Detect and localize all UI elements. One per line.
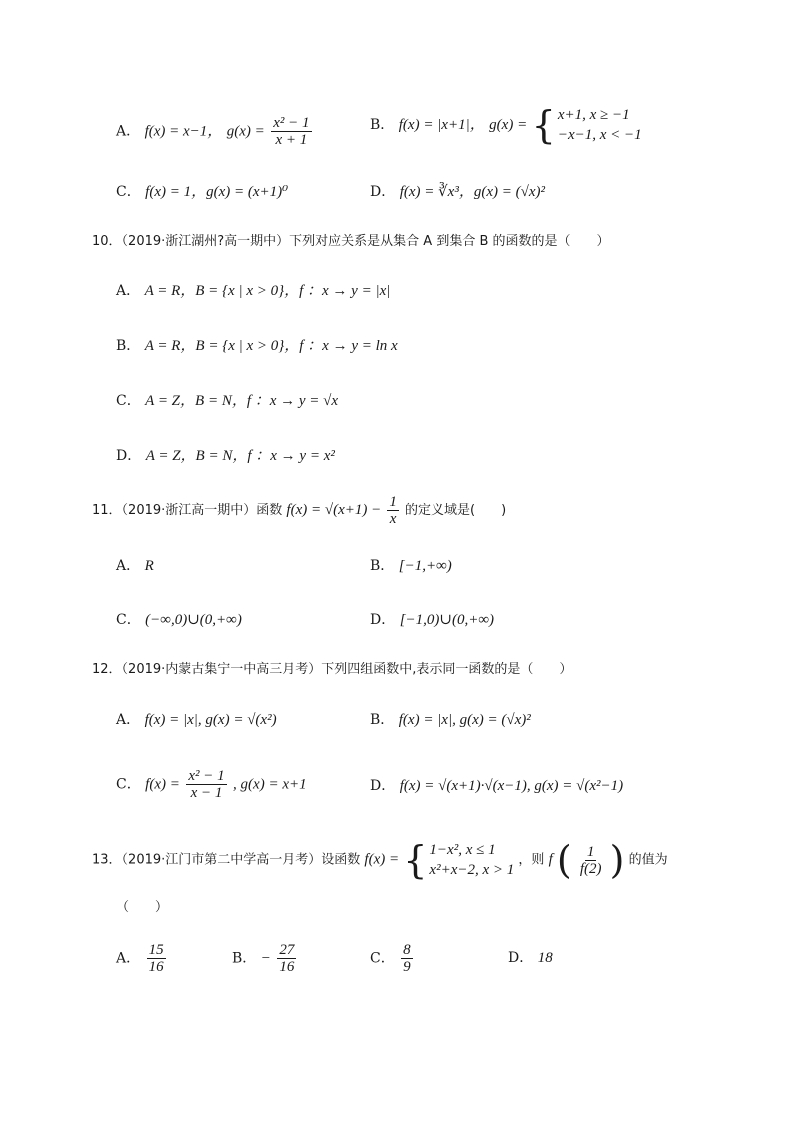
q13-option-b-fraction xyxy=(277,942,296,975)
left-paren-icon: ( xyxy=(556,838,572,882)
q13-stem-piecewise xyxy=(403,840,514,880)
q11-option-b-label: B． xyxy=(370,558,395,574)
q13-stem-post: 的值为 xyxy=(628,852,668,868)
q12-option-a xyxy=(116,710,277,730)
q9-option-b-f: f(x) = |x+1|， xyxy=(398,117,485,133)
q13-option-d-text: 18 xyxy=(537,950,553,966)
q13-stem-row2: x²+x−2, x > 1 xyxy=(429,862,515,878)
q9-option-d xyxy=(370,182,545,202)
q13-option-a-numerator: 15 xyxy=(148,942,164,958)
q12-option-c-g: , g(x) = x+1 xyxy=(233,776,307,793)
q12-option-d xyxy=(370,776,623,796)
q12-option-d-label: D． xyxy=(370,778,396,794)
q11-stem-denominator: x xyxy=(389,511,397,527)
q11-stem-post: 的定义域是( ) xyxy=(405,503,507,518)
q13-stem-row1: 1−x², x ≤ 1 xyxy=(429,842,496,858)
q13-option-c-fraction xyxy=(401,942,413,975)
q13-option-b-label: B． xyxy=(232,950,257,967)
q12-option-b-label: B． xyxy=(370,712,395,728)
q12-option-a-text: f(x) = |x|, g(x) = √(x²) xyxy=(144,712,277,728)
q10-option-d-text: A = Z，B = N，f ：x → y = x² xyxy=(145,448,335,464)
q13-stem-fx: f(x) = xyxy=(364,851,400,868)
q9-option-a xyxy=(116,115,314,148)
q9-option-b xyxy=(370,105,642,145)
q10-option-a xyxy=(116,281,390,301)
q13-option-b-denominator: 16 xyxy=(279,959,295,975)
q11-stem-fx: f(x) = √(x+1) − xyxy=(286,502,382,518)
right-paren-icon: ) xyxy=(609,838,625,882)
q9-option-a-label: A． xyxy=(116,123,141,140)
q13-option-b xyxy=(232,942,298,975)
q13-option-c-numerator: 8 xyxy=(403,942,411,958)
q9-option-a-g: g(x) = xyxy=(226,123,265,140)
q11-option-c-label: C． xyxy=(116,612,141,628)
q12-option-b-text: f(x) = |x|, g(x) = (√x)² xyxy=(398,712,531,728)
q9-option-b-piecewise xyxy=(532,105,642,145)
q12-option-a-label: A． xyxy=(116,712,141,728)
q11-stem-numerator: 1 xyxy=(389,494,397,510)
q11-option-a-text: R xyxy=(144,558,154,574)
q13-paren: （ ） xyxy=(116,900,169,915)
q11-option-c xyxy=(116,610,242,630)
q12-stem: 12．（2019·内蒙古集宁一中高三月考）下列四组函数中,表示同一函数的是（ ） xyxy=(92,662,573,677)
q13-stem-mid: ，则 xyxy=(518,852,545,868)
q13-option-d-label: D． xyxy=(508,950,534,966)
q13-option-a-fraction xyxy=(147,942,166,975)
q11-option-a-label: A． xyxy=(116,558,141,574)
q10-option-a-label: A． xyxy=(116,283,141,299)
q11-option-d-label: D． xyxy=(370,612,396,628)
q10-stem: 10．（2019·浙江湖州?高一期中）下列对应关系是从集合 A 到集合 B 的函数的是（ ） xyxy=(92,234,610,249)
q9-option-b-row2: −x−1, x < −1 xyxy=(557,127,642,143)
q12-option-c-numerator: x² − 1 xyxy=(188,768,225,784)
q13-option-c xyxy=(370,942,415,975)
q13-option-d xyxy=(508,948,553,968)
q10-option-c-label: C． xyxy=(116,393,141,409)
q12-option-c xyxy=(116,768,307,801)
q10-option-c xyxy=(116,391,338,411)
q12-option-c-denominator: x − 1 xyxy=(190,785,223,801)
q9-option-b-g: g(x) = xyxy=(489,117,528,133)
q12-option-c-fraction xyxy=(186,768,226,801)
q9-option-b-label: B． xyxy=(370,117,395,133)
left-brace-icon: { xyxy=(403,838,428,882)
q11-stem-fraction xyxy=(387,494,399,527)
q13-stem xyxy=(92,840,668,880)
q13-stem-f: f xyxy=(548,851,553,868)
q9-option-c xyxy=(116,182,288,202)
q11-option-b-text: [−1,+∞) xyxy=(398,558,452,574)
q11-stem xyxy=(92,494,506,527)
q9-option-b-row1: x+1, x ≥ −1 xyxy=(557,107,630,123)
q11-option-c-text: (−∞,0)∪(0,+∞) xyxy=(145,612,242,628)
q12-option-d-text: f(x) = √(x+1)·√(x−1), g(x) = √(x²−1) xyxy=(399,778,624,794)
q12-option-b xyxy=(370,710,531,730)
q12-option-c-label: C． xyxy=(116,776,141,793)
left-brace-icon: { xyxy=(531,103,556,147)
q9-option-a-f: f(x) = x−1， xyxy=(144,123,223,140)
q9-option-c-label: C． xyxy=(116,184,141,200)
q10-option-d xyxy=(116,446,335,466)
q13-stem-numerator: 1 xyxy=(586,843,595,860)
q9-option-a-numerator: x² − 1 xyxy=(273,115,310,131)
q13-option-b-sign: − xyxy=(260,950,271,967)
q9-option-a-fraction xyxy=(271,115,311,148)
q10-option-b xyxy=(116,336,398,356)
q13-option-a-denominator: 16 xyxy=(148,959,164,975)
q9-option-c-text: f(x) = 1，g(x) = (x+1)⁰ xyxy=(145,184,289,200)
q11-option-a xyxy=(116,556,154,576)
q11-stem-pre: 11．（2019·浙江高一期中）函数 xyxy=(92,503,283,518)
q13-option-a xyxy=(116,942,168,975)
q9-option-d-label: D． xyxy=(370,184,396,200)
q13-stem-denominator: f(2) xyxy=(579,860,602,877)
q10-option-c-text: A = Z，B = N，f ：x → y = √x xyxy=(145,393,339,409)
q10-option-d-label: D． xyxy=(116,448,142,464)
q11-option-d xyxy=(370,610,494,630)
q13-option-c-label: C． xyxy=(370,950,395,967)
q13-option-a-label: A． xyxy=(116,950,141,967)
q9-option-d-text: f(x) = ∛x³，g(x) = (√x)² xyxy=(399,184,545,200)
q11-option-b xyxy=(370,556,452,576)
q10-option-a-text: A = R，B = {x | x > 0}，f ：x → y = |x| xyxy=(144,283,391,299)
q10-option-b-label: B． xyxy=(116,338,141,354)
q12-option-c-f: f(x) = xyxy=(145,776,180,793)
q11-option-d-text: [−1,0)∪(0,+∞) xyxy=(399,612,495,628)
q13-stem-pre: 13．（2019·江门市第二中学高一月考）设函数 xyxy=(92,852,361,868)
q13-option-c-denominator: 9 xyxy=(403,959,411,975)
q9-option-a-denominator: x + 1 xyxy=(275,132,308,148)
q13-stem-fraction xyxy=(578,844,604,877)
q13-option-b-numerator: 27 xyxy=(279,942,295,958)
q10-option-b-text: A = R，B = {x | x > 0}，f ：x → y = ln x xyxy=(144,338,398,354)
